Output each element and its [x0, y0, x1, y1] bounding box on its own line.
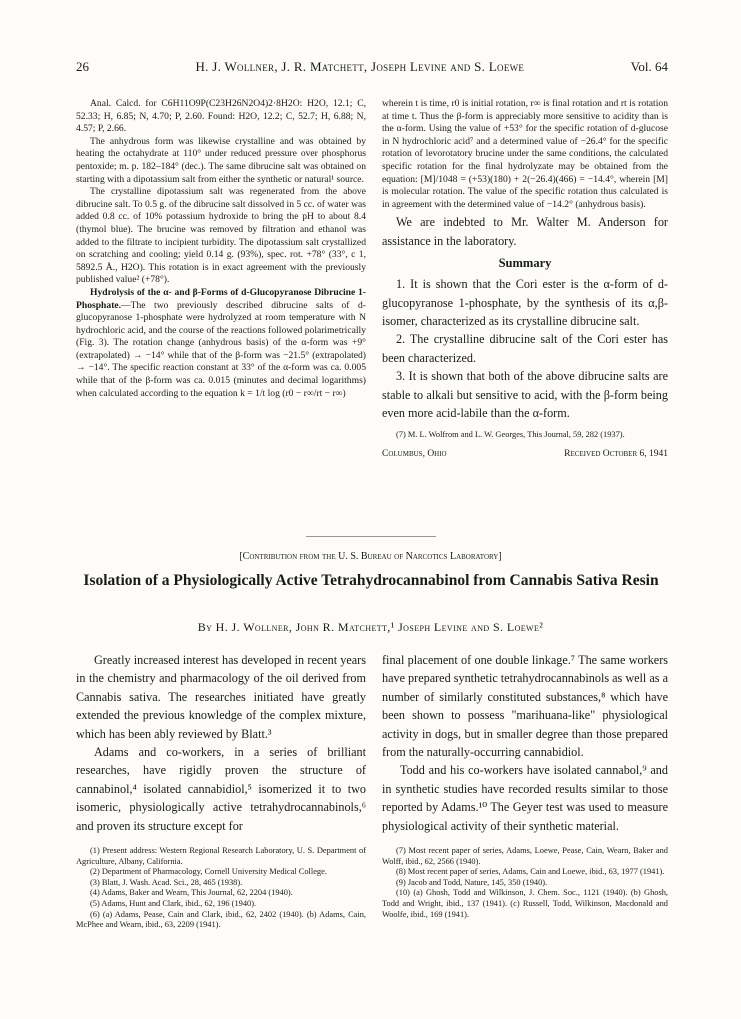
- upper-right-column: [382, 98, 668, 459]
- rotation-paragraph: wherein t is time, r0 is initial rotation, r∞ is final rotation and rt is rotation at time t. Thus the β-form is appreciably more sensitive to acidity than is the α-form. Using the value of +53° for the specific rotation of d-glucose in N hydrochloric acid⁷ and a determined value of −26.4° for the specific rotation of levorotatory brucine under the same conditions, the calculated specific rotation for the final hydrolyzate may be obtained from the equation: [M]/1048 = (+53)(180) + 2(−26.4)(466) = −14.4°, wherein [M] is molecular rotation. The value of the specific rotation thus calculated is in agreement with the determined value of −14.2° (anhydrous basis).: [382, 98, 668, 210]
- footnote: (4) Adams, Baker and Wearn, This Journal, 62, 2204 (1940).: [90, 888, 293, 898]
- upper-left-column: [76, 98, 366, 400]
- footnote: (5) Adams, Hunt and Clark, ibid., 62, 196 (1940).: [90, 898, 257, 908]
- footnote: (10) (a) Ghosh, Todd and Wilkinson, J. Chem. Soc., 1121 (1940). (b) Ghosh, Todd and Wright, ibid., 137 (1941). (c) Russell, Todd, Wilkinson, Macdonald and Woolfe, ibid., 169 (1941).: [382, 888, 668, 919]
- intro-paragraph-2: Adams and co-workers, in a series of brilliant researches, have rigidly proven the structure of cannabinol,⁴ isolated cannabidiol,⁵ isomerized it to two isomeric, physiologically active tetrahydrocannabinols,⁶ and proven its structure except for: [76, 745, 366, 833]
- location: Columbus, Ohio: [382, 449, 447, 459]
- analysis-paragraph: Anal. Calcd. for C6H11O9P(C23H26N2O4)2·8H2O: H2O, 12.1; C, 52.33; H, 6.85; N, 4.70; P, 2.60. Found: H2O, 12.2; C, 52.7; H, 6.88; N, 4.57; P, 2.66.: [76, 98, 366, 135]
- hydrolysis-paragraph: [76, 287, 366, 400]
- footnote: (6) (a) Adams, Pease, Cain and Clark, ibid., 62, 2402 (1940). (b) Adams, Cain, McPhee and Wearn, ibid., 63, 2209 (1941).: [76, 909, 366, 930]
- article-left-column: [76, 651, 366, 835]
- footnote: (8) Most recent paper of series, Adams, Cain and Loewe, ibid., 63, 1977 (1941).: [396, 867, 665, 877]
- footnotes-left: [76, 846, 366, 931]
- intro-paragraph-1: Greatly increased interest has developed in recent years in the chemistry and pharmacology of the oil derived from Cannabis sativa. The researches initiated have greatly extended the previous knowledge of the complex mixture, which has been ably reviewed by Blatt.³: [76, 653, 366, 741]
- reference-7: (7) M. L. Wolfrom and L. W. Georges, This Journal, 59, 282 (1937).: [396, 430, 625, 440]
- intro-paragraph-4: Todd and his co-workers have isolated cannabol,⁹ and in synthetic studies have recorded results similar to those reported by Adams.¹⁰ The Geyer test was used to measure physiological activity of their synthetic material.: [382, 763, 668, 833]
- hydrolysis-heading: Hydrolysis of the α- and β-Forms of d-Glucopyranose Dibrucine 1-Phosphate.: [76, 286, 366, 311]
- article-title: Isolation of a Physiologically Active Tetrahydrocannabinol from Cannabis Sativa Resin: [83, 572, 659, 589]
- dipotassium-paragraph: The crystalline dipotassium salt was regenerated from the above dibrucine salt. To 0.5 g. of the dibrucine salt dissolved in 5 cc. of water was added 0.8 cc. of 10% potassium hydroxide to bring the pH to about 8.4 (thymol blue). The brucine was removed by filtration and ethanol was added to the filtrate to incipient turbidity. The dipotassium salt crystallized on scratching and cooling; yield 0.14 g. (93%), spec. rot. +78° (33°, c 1, 5892.5 Å., H2O). This rotation is in exact agreement with the previously published value² (+78°).: [76, 186, 366, 286]
- acknowledgment: We are indebted to Mr. Walter M. Anderson for assistance in the laboratory.: [382, 215, 668, 248]
- footnote: (7) Most recent paper of series, Adams, Loewe, Pease, Cain, Wearn, Baker and Wolff, ibid., 62, 2566 (1940).: [382, 846, 668, 866]
- page-number: 26: [76, 59, 89, 74]
- article-right-column: [382, 651, 668, 835]
- anhydrous-paragraph: The anhydrous form was likewise crystalline and was obtained by heating the octahydrate at 110° under reduced pressure over phosphorus pentoxide; m. p. 182–184° (dec.). The same dibrucine salt was obtained on starting with a dipotassium salt from either the synthetic or natural¹ source.: [76, 135, 366, 185]
- footnote: (9) Jacob and Todd, Nature, 145, 350 (1940).: [396, 877, 548, 887]
- footnote: (1) Present address: Western Regional Research Laboratory, U. S. Department of Agriculture, Albany, California.: [76, 846, 366, 866]
- footnote: (3) Blatt, J. Wash. Acad. Sci., 28, 465 (1938).: [90, 877, 243, 887]
- summary-item-1: 1. It is shown that the Cori ester is the α-form of d-glucopyranose 1-phosphate, by the synthesis of its α,β-isomer, characterized as its crystalline dibrucine salt.: [382, 277, 668, 328]
- summary-item-3: 3. It is shown that both of the above dibrucine salts are stable to alkali but sensitive to acid, with the β-form being even more acid-labile than the α-form.: [382, 369, 668, 420]
- received-line: [382, 449, 668, 459]
- section-divider: [306, 536, 436, 537]
- summary-item-2: 2. The crystalline dibrucine salt of the Cori ester has been characterized.: [382, 332, 668, 365]
- hydrolysis-text: —The two previously described dibrucine salts of d-glucopyranose 1-phosphate were hydrolyzed at room temperature with N hydrochloric acid, and the course of the reactions followed polarimetrically (Fig. 3). The rotation change (anhydrous basis) of the α-form was +9° (extrapolated) → −14° while that of the β-form was −21.5° (extrapolated) → −14°. The specific reaction constant at 33° of the α-form was ca. 0.005 while that of the β-form was ca. 0.015 (minutes and decimal logarithms) when calculated according to the equation k = 1/t log (r0 − r∞/rt − r∞): [76, 299, 366, 399]
- contribution-line: [Contribution from the U. S. Bureau of Narcotics Laboratory]: [239, 551, 502, 562]
- summary-heading: Summary: [498, 256, 552, 271]
- received-date: Received October 6, 1941: [564, 449, 668, 459]
- footnote: (2) Department of Pharmacology, Cornell University Medical College.: [90, 867, 327, 877]
- running-header: [76, 58, 668, 76]
- article-authors: By H. J. Wollner, John R. Matchett,¹ Joseph Levine and S. Loewe²: [197, 620, 544, 634]
- footnotes-right: [382, 846, 668, 920]
- volume-label: Vol. 64: [630, 59, 668, 74]
- intro-paragraph-3: final placement of one double linkage.⁷ The same workers have prepared synthetic tetrahydrocannabinols as well as a number of similarly constituted substances,⁸ which have been shown to possess "marihuana-like" physiological activity in dogs, but in smaller degree than those prepared from the naturally-occurring cannabidiol.: [382, 653, 668, 760]
- running-title: H. J. Wollner, J. R. Matchett, Joseph Levine and S. Loewe: [195, 59, 525, 74]
